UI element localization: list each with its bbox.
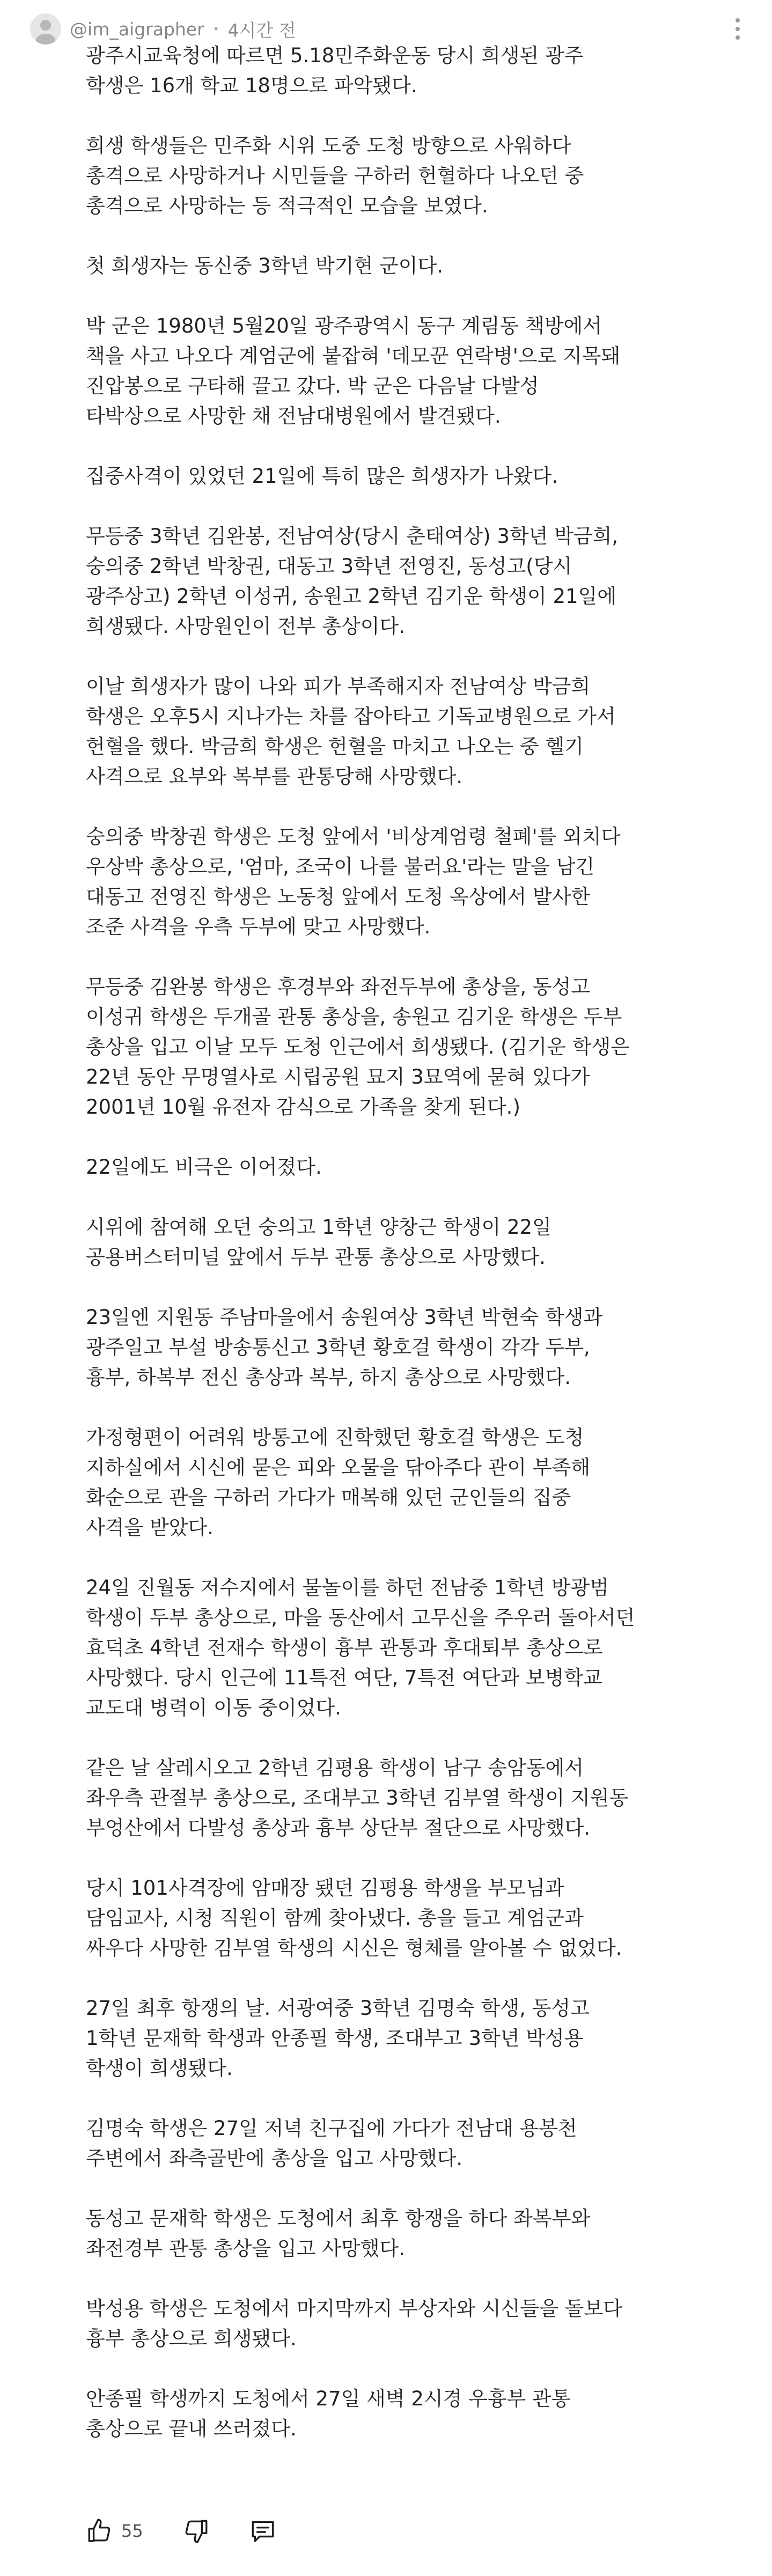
like-count: 55 <box>121 2521 143 2541</box>
comment-paragraph: 박 군은 1980년 5월20일 광주광역시 동구 계림동 책방에서 책을 사고 나오다 계엄군에 붙잡혀 '데모꾼 연락병'으로 지목돼 진압봉으로 구타해 끌고 갔다. 박 군은 다음날 다발성 타박상으로 사망한 채 전남대병원에서 발견됐다. <box>86 314 621 428</box>
comment-paragraph: 광주시교육청에 따르면 5.18민주화운동 당시 희생된 광주 학생은 16개 학교 18명으로 파악됐다. <box>86 44 584 97</box>
comment-paragraph: 동성고 문재학 학생은 도청에서 최후 항쟁을 하다 좌복부와 좌전경부 관통 총상을 입고 사망했다. <box>86 2207 591 2260</box>
avatar-icon[interactable] <box>30 13 61 45</box>
thumbs-down-icon <box>183 2518 210 2544</box>
comment-paragraph: 이날 희생자가 많이 나와 피가 부족해지자 전남여상 박금희 학생은 오후5시 지나가는 차를 잡아타고 기독교병원으로 가서 헌혈을 했다. 박금희 학생은 헌혈을 마치고 나오는 중 헬기 사격으로 요부와 복부를 관통당해 사망했다. <box>86 675 616 788</box>
reply-icon <box>249 2518 276 2544</box>
comment-actions <box>86 2514 276 2548</box>
reply-button[interactable] <box>249 2518 276 2544</box>
comment-paragraph: 22일에도 비극은 이어졌다. <box>86 1155 322 1179</box>
meta-separator: • <box>212 23 219 35</box>
like-button[interactable] <box>86 2518 143 2544</box>
comment-paragraph: 23일엔 지원동 주남마을에서 송원여상 3학년 박현숙 학생과 광주일고 부설 방송통신고 3학년 황호걸 학생이 각각 두부, 흉부, 하복부 전신 총상과 복부, 하지 총상으로 사망했다. <box>86 1306 603 1389</box>
comment-paragraph: 무등중 3학년 김완봉, 전남여상(당시 춘태여상) 3학년 박금희, 숭의중 2학년 박창권, 대동고 3학년 전영진, 동성고(당시 광주상고) 2학년 이성귀, 송원고 2학년 김기운 학생이 21일에 희생됐다. 사망원인이 전부 총상이다. <box>86 525 619 638</box>
comment-paragraph: 당시 101사격장에 암매장 됐던 김평용 학생을 부모님과 담임교사, 시청 직원이 함께 찾아냈다. 총을 들고 계엄군과 싸우다 사망한 김부열 학생의 시신은 형체를 알아볼 수 없었다. <box>86 1876 622 1960</box>
comment-paragraph: 무등중 김완봉 학생은 후경부와 좌전두부에 총상을, 동성고 이성귀 학생은 두개골 관통 총상을, 송원고 김기운 학생은 두부 총상을 입고 이날 모두 도청 인근에서 희생됐다. (김기운 학생은 22년 동안 무명열사로 시립공원 묘지 3묘역에 묻혀 있다가 2001년 10월 유전자 감식으로 가족을 찾게 된다.) <box>86 975 630 1118</box>
comment-body <box>86 41 746 2474</box>
comment-paragraph: 집중사격이 있었던 21일에 특히 많은 희생자가 나왔다. <box>86 465 558 488</box>
comment-paragraph: 김명숙 학생은 27일 저녁 친구집에 가다가 전남대 용봉천 주변에서 좌측골반에 총상을 입고 사망했다. <box>86 2117 577 2170</box>
comment-paragraph: 시위에 참여해 오던 숭의고 1학년 양창근 학생이 22일 공용버스터미널 앞에서 두부 관통 총상으로 사망했다. <box>86 1216 552 1269</box>
comment-paragraph: 숭의중 박창권 학생은 도청 앞에서 '비상계엄령 철폐'를 외치다 우상박 총상으로, '엄마, 조국이 나를 불러요'라는 말을 남긴 대동고 전영진 학생은 노동청 앞에서 도청 옥상에서 발사한 조준 사격을 우측 두부에 맞고 사망했다. <box>86 825 621 938</box>
thumbs-up-icon <box>86 2518 113 2544</box>
comment-paragraph: 같은 날 살레시오고 2학년 김평용 학생이 남구 송암동에서 좌우측 관절부 총상으로, 조대부고 3학년 김부열 학생이 지원동 부엉산에서 다발성 총상과 흉부 상단부 절단으로 사망했다. <box>86 1756 629 1839</box>
author-name[interactable]: @im_aigrapher <box>70 18 204 40</box>
comment-paragraph: 박성용 학생은 도청에서 마지막까지 부상자와 시신들을 돌보다 흉부 총상으로 희생됐다. <box>86 2297 622 2350</box>
comment-paragraph: 27일 최후 항쟁의 날. 서광여중 3학년 김명숙 학생, 동성고 1학년 문재학 학생과 안종필 학생, 조대부고 3학년 박성용 학생이 희생됐다. <box>86 1997 590 2080</box>
comment-paragraph: 24일 진월동 저수지에서 물놀이를 하던 전남중 1학년 방광범 학생이 두부 총상으로, 마을 동산에서 고무신을 주우러 돌아서던 효덕초 4학년 전재수 학생이 흉부 관통과 후대퇴부 총상으로 사망했다. 당시 인근에 11특전 여단, 7특전 여단과 보병학교 교도대 병력이 이동 중이었다. <box>86 1576 635 1719</box>
timestamp: 4시간 전 <box>227 19 296 41</box>
comment-paragraph: 희생 학생들은 민주화 시위 도중 도청 방향으로 사워하다 총격으로 사망하거나 시민들을 구하러 헌혈하다 나오던 중 총격으로 사망하는 등 적극적인 모습을 보였다. <box>86 134 584 217</box>
comment-paragraph: 안종필 학생까지 도청에서 27일 새벽 2시경 우흉부 관통 총상으로 끝내 쓰러졌다. <box>86 2387 571 2440</box>
comment-paragraph: 첫 희생자는 동신중 3학년 박기현 군이다. <box>86 254 443 277</box>
more-vertical-icon[interactable] <box>727 14 748 44</box>
dislike-button[interactable] <box>183 2518 210 2544</box>
comment-paragraph: 가정형편이 어려워 방통고에 진학했던 황호걸 학생은 도청 지하실에서 시신에 묻은 피와 오물을 닦아주다 관이 부족해 화순으로 관을 구하러 가다가 매복해 있던 군인들의 집중 사격을 받았다. <box>86 1426 591 1539</box>
